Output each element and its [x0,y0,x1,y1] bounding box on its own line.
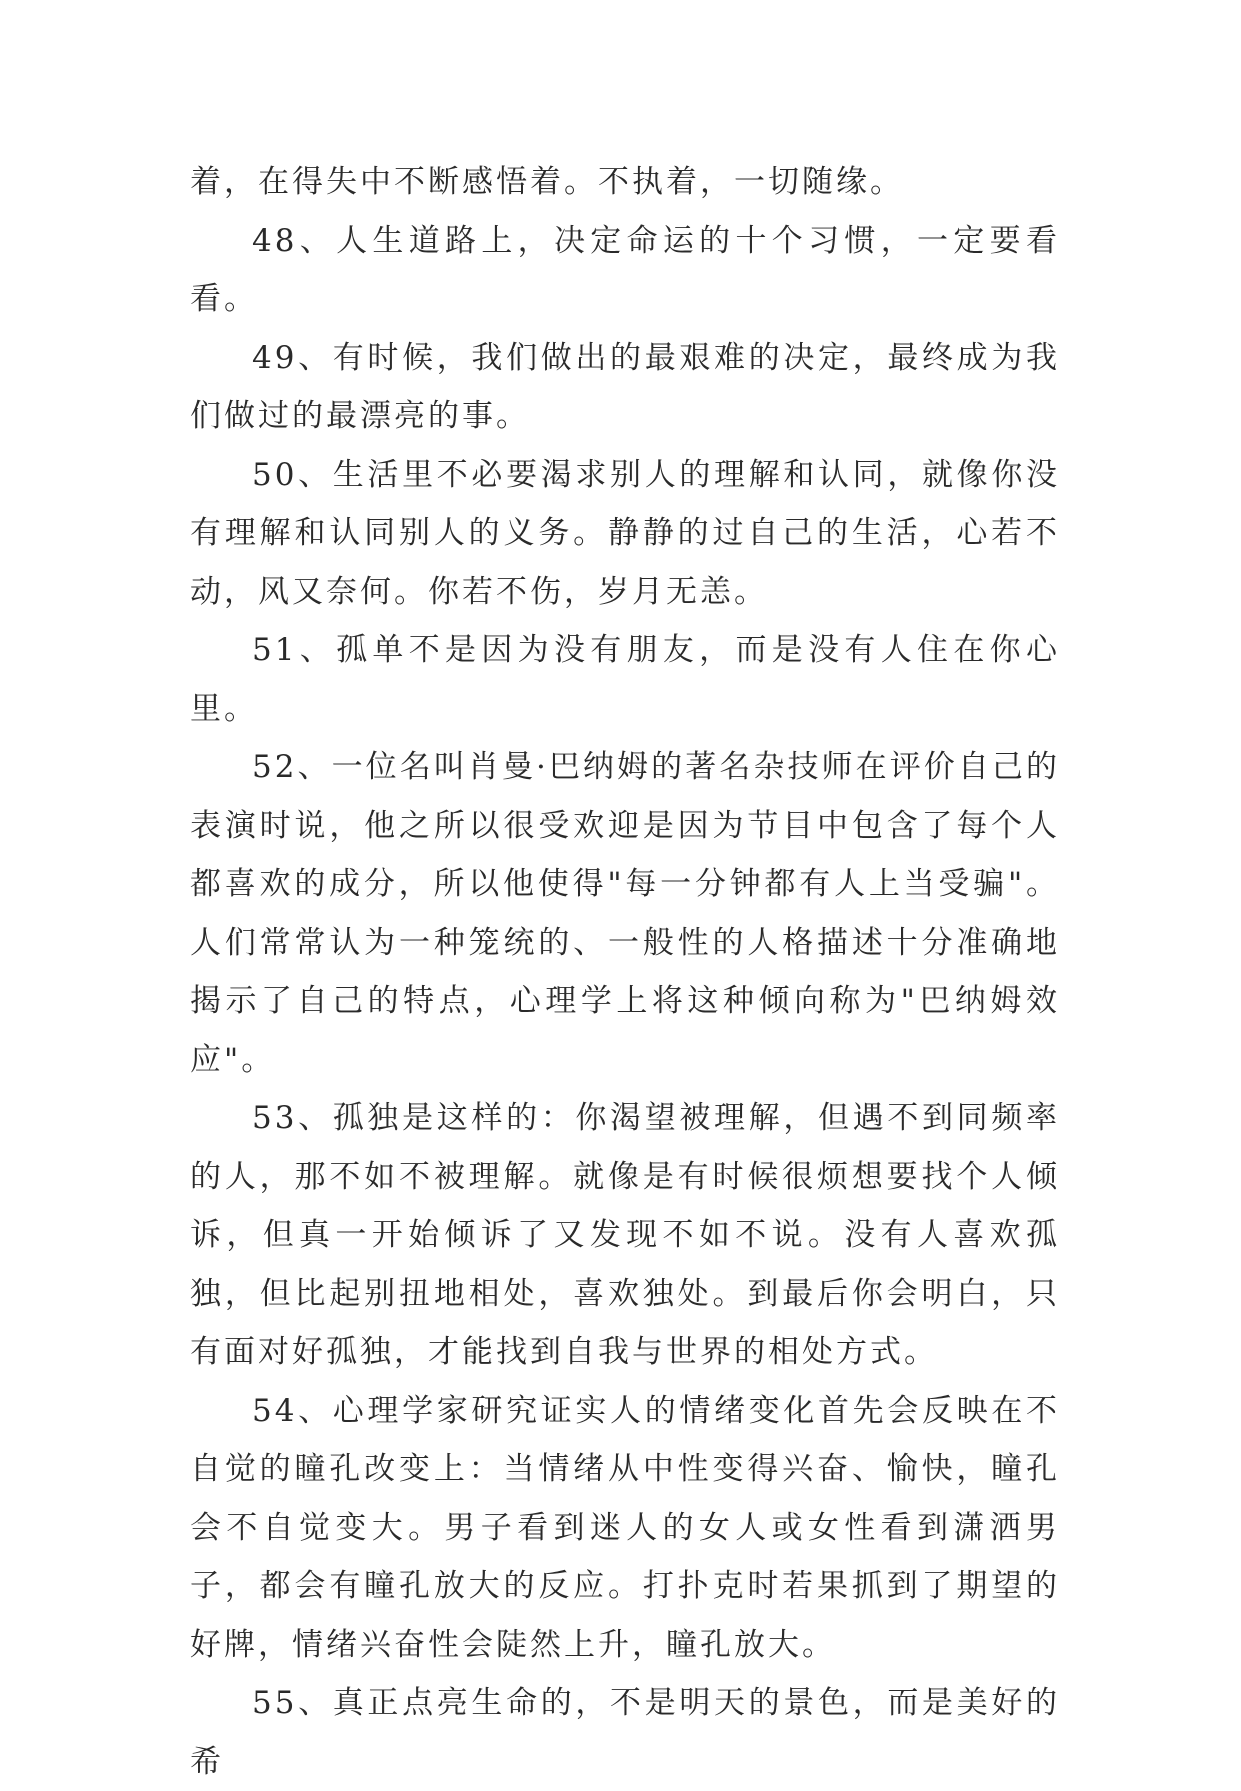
paragraph-48: 48、人生道路上，决定命运的十个习惯，一定要看看。 [190,222,1060,317]
paragraph-49: 49、有时候，我们做出的最艰难的决定，最终成为我们做过的最漂亮的事。 [190,339,1060,434]
paragraph-47-continuation: 着，在得失中不断感悟着。不执着，一切随缘。 [190,164,904,200]
paragraph-54: 54、心理学家研究证实人的情绪变化首先会反映在不自觉的瞳孔改变上：当情绪从中性变得兴奋、愉快，瞳孔会不自觉变大。男子看到迷人的女人或女性看到潇洒男子，都会有瞳孔放大的反应。打扑克时若果抓到了期望的好牌，情绪兴奋性会陡然上升，瞳孔放大。 [190,1392,1060,1663]
document-body [190,153,1060,1791]
paragraph-53: 53、孤独是这样的：你渴望被理解，但遇不到同频率的人，那不如不被理解。就像是有时候很烦想要找个人倾诉，但真一开始倾诉了又发现不如不说。没有人喜欢孤独，但比起别扭地相处，喜欢独处。到最后你会明白，只有面对好孤独，才能找到自我与世界的相处方式。 [190,1100,1060,1370]
paragraph-55: 55、真正点亮生命的，不是明天的景色，而是美好的希 [190,1685,1060,1780]
paragraph-50: 50、生活里不必要渴求别人的理解和认同，就像你没有理解和认同别人的义务。静静的过自己的生活，心若不动，风又奈何。你若不伤，岁月无恙。 [190,456,1060,610]
paragraph-51: 51、孤单不是因为没有朋友，而是没有人住在你心里。 [190,632,1060,727]
paragraph-52: 52、一位名叫肖曼·巴纳姆的著名杂技师在评价自己的表演时说，他之所以很受欢迎是因为节目中包含了每个人都喜欢的成分，所以他使得"每一分钟都有人上当受骗"。人们常常认为一种笼统的、一般性的人格描述十分准确地揭示了自己的特点，心理学上将这种倾向称为"巴纳姆效应"。 [190,749,1060,1078]
